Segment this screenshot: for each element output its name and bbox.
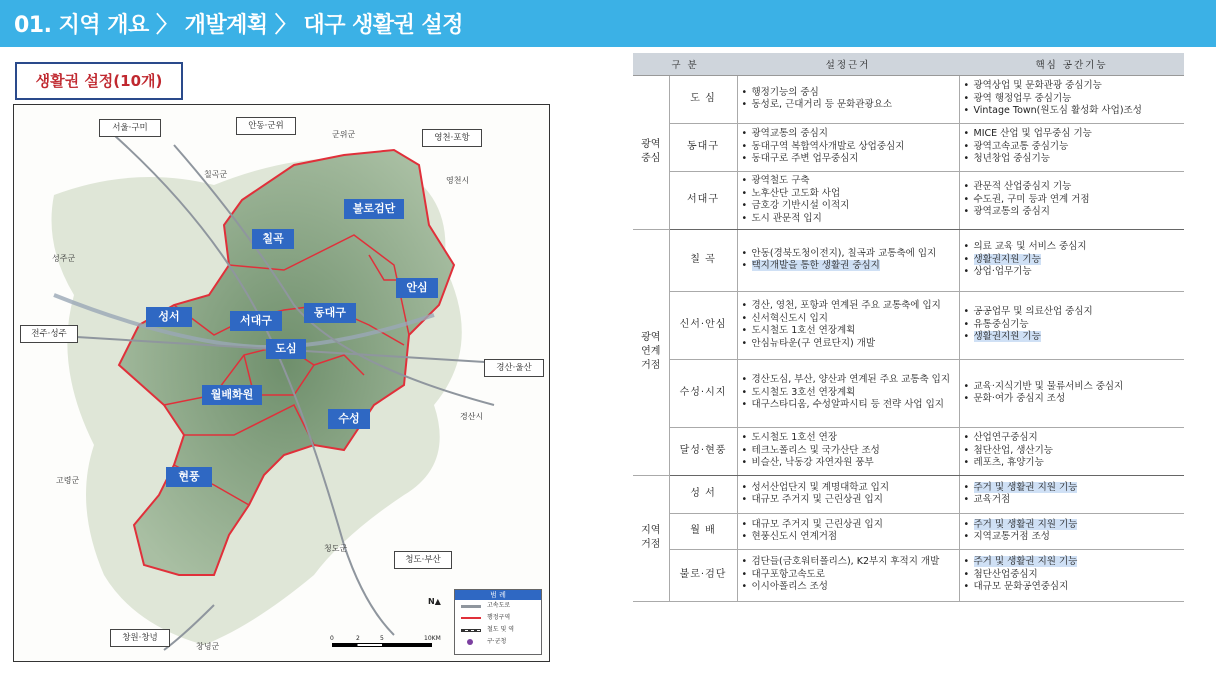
function-item: • 산업연구중심지: [964, 432, 1181, 445]
function-cell: [959, 229, 1184, 291]
function-cell: [959, 427, 1184, 475]
basis-item: • 대구스타디움, 수성알파시티 등 전략 사업 입지: [742, 399, 955, 412]
basis-item: • 신서혁신도시 입지: [742, 313, 955, 326]
function-item: • 광역 행정업무 중심기능: [964, 93, 1181, 106]
table-row: [633, 229, 1184, 291]
basis-cell: [737, 75, 959, 123]
label-chilgok-gun: 칠곡군: [204, 170, 228, 179]
function-item: • 교육·지식기반 및 물류서비스 중심지: [964, 381, 1181, 394]
basis-item: • 동대구역 복합역사개발로 상업중심지: [742, 141, 955, 154]
function-cell: [959, 475, 1184, 513]
function-item: • 청년창업 중심기능: [964, 153, 1181, 166]
city-box-cheongdo-busan: 청도·부산: [394, 551, 452, 569]
zone-name-cell: 수성·시지: [669, 359, 737, 427]
scale-label-5: 5: [380, 635, 384, 642]
legend-item-boundary: 행정구역: [455, 612, 541, 624]
basis-cell: [737, 291, 959, 359]
basis-item: • 동성로, 근대거리 등 문화관광요소: [742, 99, 955, 112]
function-cell: [959, 513, 1184, 549]
scale-bar: [332, 643, 432, 647]
district-ansim: 안심: [396, 278, 438, 298]
city-box-jeonju-seongju: 전주·성주: [20, 325, 78, 343]
basis-cell: [737, 513, 959, 549]
basis-item: • 비슬산, 낙동강 자연자원 풍부: [742, 457, 955, 470]
city-box-gyeongsan-ulsan: 경산·울산: [484, 359, 544, 377]
label-cheongdo: 청도군: [324, 544, 348, 553]
table-row: [633, 123, 1184, 171]
basis-item: • 경산, 영천, 포항과 연계된 주요 교통축에 입지: [742, 300, 955, 313]
basis-item: • 대구포항고속도로: [742, 569, 955, 582]
table-row: [633, 75, 1184, 123]
basis-item: • 택지개발을 통한 생활권 중심지: [742, 260, 955, 273]
label-gyeongsan: 경산시: [460, 412, 484, 421]
function-item: • MICE 산업 및 업무중심 기능: [964, 128, 1181, 141]
scale-label-2: 2: [356, 635, 360, 642]
basis-item: • 도시철도 3호선 연장계획: [742, 387, 955, 400]
function-cell: [959, 75, 1184, 123]
function-item: • 생활권지원 기능: [964, 254, 1181, 267]
label-goryeong: 고령군: [56, 476, 80, 485]
north-arrow-icon: N▲: [428, 597, 441, 606]
basis-cell: [737, 123, 959, 171]
zone-name-cell: 월 배: [669, 513, 737, 549]
table-row: [633, 359, 1184, 427]
basis-item: • 대규모 주거지 및 근린상권 입지: [742, 519, 955, 532]
label-gunwi: 군위군: [332, 130, 356, 139]
table-header-basis: 설정근거: [737, 53, 959, 75]
district-dosim: 도심: [266, 339, 306, 359]
label-yeongcheon: 영천시: [446, 176, 470, 185]
basis-item: • 도시철도 1호선 연장: [742, 432, 955, 445]
livingzone-table: [633, 53, 1184, 602]
function-item: • 유통중심기능: [964, 319, 1181, 332]
table-row: [633, 513, 1184, 549]
function-item: • 레포츠, 휴양기능: [964, 457, 1181, 470]
district-seongseo: 성서: [146, 307, 192, 327]
function-item: • 문화·여가 중심지 조성: [964, 393, 1181, 406]
city-box-andong-gunwi: 안동·군위: [236, 117, 296, 135]
basis-item: • 테크노폴리스 및 국가산단 조성: [742, 445, 955, 458]
function-item: • 교육거점: [964, 494, 1181, 507]
map-canvas: [14, 105, 550, 662]
function-item: • 광역고속교통 중심기능: [964, 141, 1181, 154]
basis-item: • 광역철도 구축: [742, 175, 955, 188]
function-item: • 주거 및 생활권 지원 기능: [964, 482, 1181, 495]
zone-name-cell: 달성·현풍: [669, 427, 737, 475]
basis-item: • 광역교통의 중심지: [742, 128, 955, 141]
table-row: [633, 475, 1184, 513]
page-title: 01. 지역 개요 〉 개발계획 〉 대구 생활권 설정: [14, 13, 464, 38]
table-row: [633, 291, 1184, 359]
function-item: • 관문적 산업중심지 기능: [964, 181, 1181, 194]
district-suseong: 수성: [328, 409, 370, 429]
zone-name-cell: 서대구: [669, 171, 737, 229]
function-item: • 의료 교육 및 서비스 중심지: [964, 241, 1181, 254]
table-row: [633, 549, 1184, 601]
city-box-seoul-gumi: 서울·구미: [99, 119, 161, 137]
function-item: • 주거 및 생활권 지원 기능: [964, 519, 1181, 532]
function-item: • 공공업무 및 의료산업 중심지: [964, 306, 1181, 319]
function-cell: [959, 359, 1184, 427]
category-cell: 지역 거점: [633, 475, 669, 601]
legend-item-expressway: 고속도로: [455, 600, 541, 612]
basis-item: • 노후산단 고도화 사업: [742, 188, 955, 201]
basis-item: • 안심뉴타운(구 연료단지) 개발: [742, 338, 955, 351]
city-box-changwon-changnyeong: 창원·창녕: [110, 629, 170, 647]
section-title: 생활권 설정(10개): [35, 72, 163, 90]
function-cell: [959, 549, 1184, 601]
label-seongju: 성주군: [52, 254, 76, 263]
basis-cell: [737, 171, 959, 229]
basis-item: • 행정기능의 중심: [742, 87, 955, 100]
district-dongdaegu: 동대구: [304, 303, 356, 323]
zone-name-cell: 칠 곡: [669, 229, 737, 291]
zone-name-cell: 도 심: [669, 75, 737, 123]
function-item: • 첨단산업, 생산기능: [964, 445, 1181, 458]
zone-name-cell: 동대구: [669, 123, 737, 171]
city-box-yeongcheon-pohang: 영천·포항: [422, 129, 482, 147]
basis-item: • 성서산업단지 및 계명대학교 입지: [742, 482, 955, 495]
function-cell: [959, 171, 1184, 229]
basis-item: • 경산도심, 부산, 양산과 연계된 주요 교통축 입지: [742, 374, 955, 387]
basis-item: • 금호강 기반시설 이적지: [742, 200, 955, 213]
legend-item-office: 구·군청: [455, 636, 541, 648]
table-body: [633, 75, 1184, 601]
map-legend: [454, 589, 542, 655]
basis-item: • 이시아폴리스 조성: [742, 581, 955, 594]
daegu-map: [13, 104, 550, 662]
basis-item: • 도시철도 1호선 연장계획: [742, 325, 955, 338]
livingzone-table-wrap: [633, 53, 1184, 674]
zone-name-cell: 불로·검단: [669, 549, 737, 601]
function-item: • 상업·업무기능: [964, 266, 1181, 279]
section-title-box: [15, 62, 183, 100]
district-hyeonpung: 현풍: [166, 467, 212, 487]
label-changnyeong: 창녕군: [196, 642, 220, 651]
basis-cell: [737, 475, 959, 513]
table-row: [633, 171, 1184, 229]
function-item: • 지역교통거점 조성: [964, 531, 1181, 544]
basis-cell: [737, 229, 959, 291]
function-item: • 수도권, 구미 등과 연계 거점: [964, 194, 1181, 207]
function-item: • 광역교통의 중심지: [964, 206, 1181, 219]
basis-item: • 대규모 주거지 및 근린상권 입지: [742, 494, 955, 507]
scale-label-10: 10KM: [424, 635, 441, 642]
function-item: • 광역상업 및 문화관광 중심기능: [964, 80, 1181, 93]
basis-item: • 안동(경북도청이전지), 칠곡과 교통축에 입지: [742, 248, 955, 261]
category-cell: 광역 중심: [633, 75, 669, 229]
basis-item: • 검단들(금호워터폴리스), K2부지 후적지 개발: [742, 556, 955, 569]
district-seodaegu: 서대구: [230, 311, 282, 331]
district-wolbae-hwawon: 월배화원: [202, 385, 262, 405]
function-cell: [959, 123, 1184, 171]
zone-name-cell: 성 서: [669, 475, 737, 513]
basis-cell: [737, 359, 959, 427]
function-item: • Vintage Town(원도심 활성화 사업)조성: [964, 105, 1181, 118]
table-header-function: 핵심 공간기능: [959, 53, 1184, 75]
legend-title: 범 례: [455, 590, 541, 600]
basis-item: • 동대구로 주변 업무중심지: [742, 153, 955, 166]
function-cell: [959, 291, 1184, 359]
basis-item: • 도시 관문적 입지: [742, 213, 955, 226]
district-bullo-geomdan: 불로검단: [344, 199, 404, 219]
function-item: • 대규모 문화공연중심지: [964, 581, 1181, 594]
function-item: • 첨단산업중심지: [964, 569, 1181, 582]
table-header-category: 구 분: [633, 53, 737, 75]
scale-label-0: 0: [330, 635, 334, 642]
district-chilgok: 칠곡: [252, 229, 294, 249]
basis-cell: [737, 549, 959, 601]
basis-item: • 현풍신도시 연계거점: [742, 531, 955, 544]
table-row: [633, 427, 1184, 475]
function-item: • 주거 및 생활권 지원 기능: [964, 556, 1181, 569]
function-item: • 생활권지원 기능: [964, 331, 1181, 344]
legend-item-railway: 철도 및 역: [455, 624, 541, 636]
basis-cell: [737, 427, 959, 475]
page-header: [0, 0, 1216, 47]
category-cell: 광역 연계 거점: [633, 229, 669, 475]
zone-name-cell: 신서·안심: [669, 291, 737, 359]
